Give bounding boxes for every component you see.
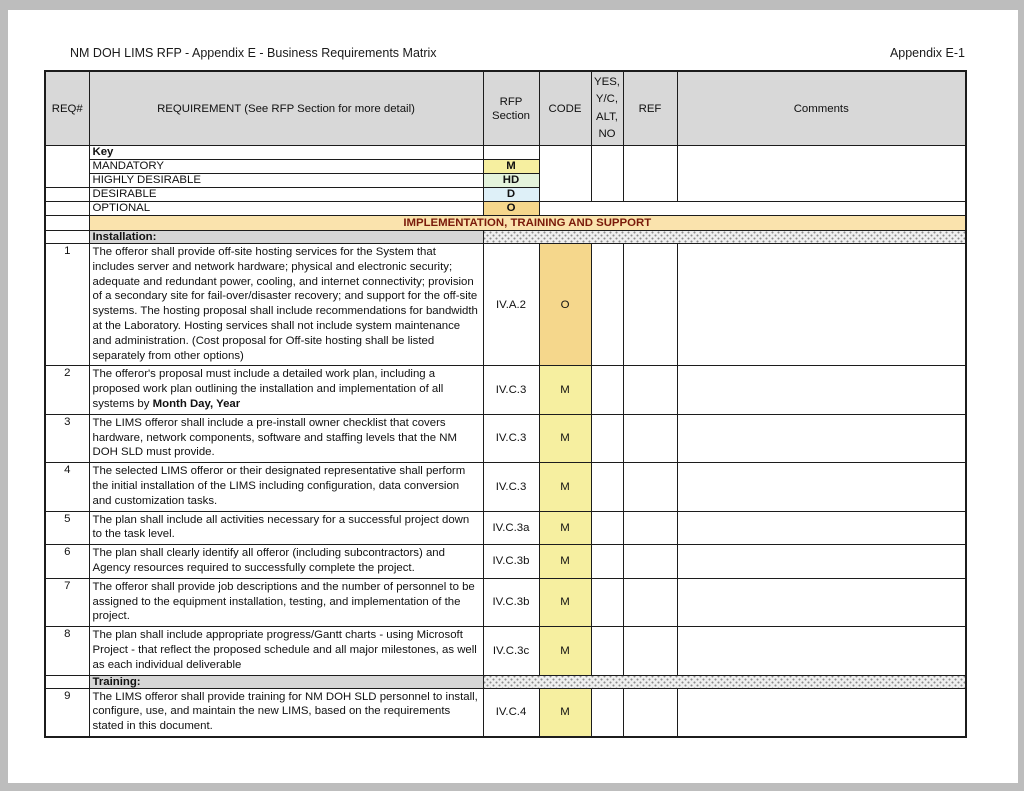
requirement-text: The LIMS offeror shall provide training for NM DOH SLD personnel to install, configure, use, and maintain the new LIMS, based on the requirements stated in this document. — [89, 688, 483, 737]
req-cell-blank — [45, 231, 89, 244]
requirement-text: The plan shall clearly identify all offeror (including subcontractors) and Agency resources required to successfully complete the project. — [89, 545, 483, 579]
requirement-text: The plan shall include appropriate progress/Gantt charts - using Microsoft Project - that reflect the proposed schedule and all major milestones, as well as each individual deliverable — [89, 627, 483, 675]
rfp-section-value: IV.C.3c — [483, 627, 539, 675]
requirement-row — [45, 511, 966, 545]
code-value: M — [539, 366, 591, 414]
req-cell-blank — [45, 188, 89, 202]
req-cell-blank — [45, 146, 89, 188]
rfp-section-value: IV.C.3b — [483, 578, 539, 626]
key-code-col-blank — [539, 146, 591, 202]
req-number: 7 — [45, 578, 89, 626]
req-number: 1 — [45, 244, 89, 366]
key-item-label: DESIRABLE — [89, 188, 483, 202]
ref-cell — [623, 627, 677, 675]
col-header-rfp-section: RFP Section — [483, 71, 539, 146]
comments-cell — [677, 244, 966, 366]
response-cell — [591, 545, 623, 579]
ref-cell — [623, 463, 677, 511]
key-code-box: O — [483, 202, 539, 216]
ref-cell — [623, 511, 677, 545]
code-value: M — [539, 511, 591, 545]
requirement-text: The offeror's proposal must include a detailed work plan, including a proposed work plan outlining the installation and implementation of all systems by Month Day, Year — [89, 366, 483, 414]
req-number: 9 — [45, 688, 89, 737]
response-cell — [591, 688, 623, 737]
requirement-text: The plan shall include all activities necessary for a successful project down to the task level. — [89, 511, 483, 545]
requirements-table — [44, 70, 967, 738]
key-header-row — [45, 146, 966, 160]
comments-cell — [677, 688, 966, 737]
page-number: Appendix E-1 — [889, 46, 965, 60]
requirement-row — [45, 366, 966, 414]
key-code-box: HD — [483, 174, 539, 188]
response-cell — [591, 244, 623, 366]
document-page — [8, 10, 1018, 783]
col-header-req: REQ# — [45, 71, 89, 146]
rfp-section-value: IV.C.3 — [483, 463, 539, 511]
table-header-row — [45, 71, 966, 146]
comments-cell — [677, 578, 966, 626]
document-header — [70, 46, 965, 60]
comments-cell — [677, 545, 966, 579]
requirement-row — [45, 463, 966, 511]
response-cell — [591, 627, 623, 675]
section-banner: IMPLEMENTATION, TRAINING AND SUPPORT — [89, 216, 966, 231]
requirement-row — [45, 578, 966, 626]
req-cell-blank — [45, 675, 89, 688]
key-comments-col-blank — [677, 146, 966, 202]
code-value: M — [539, 414, 591, 462]
document-title: NM DOH LIMS RFP - Appendix E - Business Requirements Matrix — [70, 46, 437, 60]
col-header-code: CODE — [539, 71, 591, 146]
req-number: 6 — [45, 545, 89, 579]
rfp-section-value: IV.C.3a — [483, 511, 539, 545]
rfp-section-value: IV.A.2 — [483, 244, 539, 366]
response-cell — [591, 511, 623, 545]
requirement-row — [45, 627, 966, 675]
col-header-ref: REF — [623, 71, 677, 146]
req-cell-blank — [45, 216, 89, 231]
requirement-text: The selected LIMS offeror or their designated representative shall perform the initial installation of the LIMS including configuration, data conversion and customization tasks. — [89, 463, 483, 511]
ref-cell — [623, 688, 677, 737]
section-row — [45, 675, 966, 688]
req-cell-blank — [45, 202, 89, 216]
rfp-section-value: IV.C.3 — [483, 414, 539, 462]
section-hatch-area — [483, 675, 966, 688]
key-code-box: M — [483, 160, 539, 174]
requirement-row — [45, 545, 966, 579]
req-number: 3 — [45, 414, 89, 462]
requirement-row — [45, 688, 966, 737]
code-value: M — [539, 627, 591, 675]
section-banner-row — [45, 216, 966, 231]
rfp-section-value: IV.C.3 — [483, 366, 539, 414]
code-value: M — [539, 688, 591, 737]
response-cell — [591, 463, 623, 511]
key-item-label: HIGHLY DESIRABLE — [89, 174, 483, 188]
key-response-col-blank — [591, 146, 623, 202]
comments-cell — [677, 366, 966, 414]
key-item-label: MANDATORY — [89, 160, 483, 174]
req-number: 4 — [45, 463, 89, 511]
response-cell — [591, 366, 623, 414]
ref-cell — [623, 366, 677, 414]
requirement-text: The offeror shall provide off-site hosting services for the System that includes server and network hardware; physical and electronic security; adequate and redundant power, cooling, and internet connectivity; provision of a secondary site for fail-over/disaster recovery; and support for the off-site systems. The hosting proposal shall include recommendations for bandwidth at the Laboratory. Hosting services shall not include system maintenance and administration. (Cost proposal for Off-site hosting shall be listed separately from other options) — [89, 244, 483, 366]
ref-cell — [623, 545, 677, 579]
ref-cell — [623, 414, 677, 462]
key-row-optional — [45, 202, 966, 216]
response-cell — [591, 414, 623, 462]
requirement-row — [45, 244, 966, 366]
section-row — [45, 231, 966, 244]
comments-cell — [677, 511, 966, 545]
section-label: Installation: — [89, 231, 483, 244]
col-header-response: YES, Y/C, ALT, NO — [591, 71, 623, 146]
requirement-text: The offeror shall provide job descriptions and the number of personnel to be assigned to the equipment installation, testing, and implementation of the project. — [89, 578, 483, 626]
requirement-row — [45, 414, 966, 462]
key-code-box: D — [483, 188, 539, 202]
code-value: M — [539, 578, 591, 626]
key-ref-col-blank — [623, 146, 677, 202]
requirement-text: The LIMS offeror shall include a pre-install owner checklist that covers hardware, network components, software and staffing levels that the NM DOH SLD must provide. — [89, 414, 483, 462]
col-header-comments: Comments — [677, 71, 966, 146]
code-value: O — [539, 244, 591, 366]
key-box-blank — [483, 146, 539, 160]
key-item-label: OPTIONAL — [89, 202, 483, 216]
section-hatch-area — [483, 231, 966, 244]
table-body — [45, 146, 966, 737]
code-value: M — [539, 463, 591, 511]
response-cell — [591, 578, 623, 626]
ref-cell — [623, 244, 677, 366]
comments-cell — [677, 627, 966, 675]
rfp-section-value: IV.C.3b — [483, 545, 539, 579]
ref-cell — [623, 578, 677, 626]
rfp-section-value: IV.C.4 — [483, 688, 539, 737]
code-value: M — [539, 545, 591, 579]
req-number: 8 — [45, 627, 89, 675]
section-label: Training: — [89, 675, 483, 688]
key-right-blank — [539, 202, 966, 216]
comments-cell — [677, 414, 966, 462]
req-number: 2 — [45, 366, 89, 414]
col-header-requirement: REQUIREMENT (See RFP Section for more detail) — [89, 71, 483, 146]
comments-cell — [677, 463, 966, 511]
key-title: Key — [89, 146, 483, 160]
req-number: 5 — [45, 511, 89, 545]
